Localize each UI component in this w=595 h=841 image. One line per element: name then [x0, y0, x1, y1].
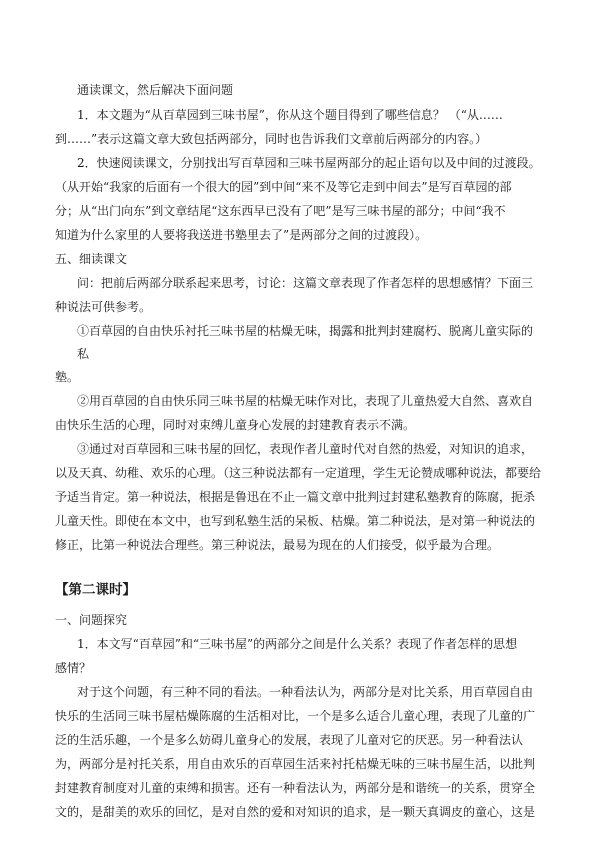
ans-line-4: 为，两部分是衬托关系，用自由欢乐的百草园生活来衬托枯燥无味的三味书屋生活，以批判 — [55, 757, 536, 771]
q2-line-2: （从开始“我家的后面有一个很大的园”到中间“来不及等它走到中间去”是写百草园的部 — [55, 180, 512, 194]
lesson-2-title: 【第二课时】 — [55, 582, 136, 598]
ask-line-2: 种说法可供参考。 — [55, 300, 152, 314]
q2-line-4: 知道为什么家里的人要将我送进书塾里去了”是两部分之间的过渡段）。 — [55, 228, 428, 242]
q2-line-1: 2．快速阅读课文，分别找出写百草园和三味书屋两部分的起止语句以及中间的过渡段。 — [77, 156, 541, 170]
view3-line-2: 以及天真、幼稚、欢乐的心理。（这三种说法都有一定道理，学生无论赞成哪种说法，都要给 — [55, 466, 542, 480]
p1-line-2: 感情？ — [55, 661, 92, 675]
ans-line-5: 封建教育制度对儿童的束缚和损害。还有一种看法认为，两部分是和谐统一的关系，贯穿全 — [55, 781, 536, 795]
view1-line-2: 私 — [77, 347, 90, 361]
q1-line-1: 1．本文题为“从百草园到三味书屋”，你从这个题目得到了哪些信息？ （“从…… — [77, 108, 503, 122]
view3-line-4: 儿童天性。即使在本文中，也写到私塾生活的呆板、枯燥。第二种说法，是对第一种说法的 — [55, 514, 536, 528]
view1-line-1: ①百草园的自由快乐衬托三味书屋的枯燥无味，揭露和批判封建腐朽、脱离儿童实际的 — [77, 324, 534, 338]
ask-line-1: 问：把前后两部分联系起来思考，讨论：这篇文章表现了作者怎样的思想感情？下面三 — [77, 276, 534, 290]
p1-line-1: 1．本文写“百草园”和“三味书屋”的两部分之间是什么关系？表现了作者怎样的思想 — [77, 637, 518, 651]
view2-line-2: 由快乐生活的心理，同时对束缚儿童身心发展的封建教育表示不满。 — [55, 418, 416, 432]
section-5-heading: 五、细读课文 — [55, 252, 128, 266]
ans-line-1: 对于这个问题，有三种不同的看法。一种看法认为，两部分是对比关系，用百草园自由 — [77, 685, 534, 699]
ans-line-6: 文的，是甜美的欢乐的回忆，是对自然的爱和对知识的追求，是一颗天真调皮的童心，这是 — [55, 805, 536, 819]
view2-line-1: ②用百草园的自由快乐同三味书屋的枯燥无味作对比，表现了儿童热爱大自然、喜欢自 — [77, 394, 534, 408]
view3-line-3: 予适当肯定。第一种说法，根据是鲁迅在不止一篇文章中批判过封建私塾教育的陈腐，扼杀 — [55, 490, 536, 504]
view3-line-1: ③通过对百草园和三味书屋的回忆，表现作者儿童时代对自然的热爱，对知识的追求， — [77, 442, 534, 456]
intro-heading: 通读课文，然后解决下面问题 — [77, 83, 234, 97]
view3-line-5: 修正，比第一种说法合理些。第三种说法，最易为现在的人们接受，似乎最为合理。 — [55, 538, 500, 552]
ans-line-3: 泛的生活乐趣，一个是多么妨碍儿童身心的发展，表现了儿童对它的厌恶。另一种看法认 — [55, 733, 524, 747]
q2-line-3: 分；从“出门向东”到文章结尾“这东西早已没有了吧”是写三味书屋的部分；中间“我不 — [55, 204, 506, 218]
ans-line-2: 快乐的生活同三味书屋枯燥陈腐的生活相对比，一个是多么适合儿童心理，表现了儿童的广 — [55, 709, 536, 723]
q1-line-2: 到……”表示这篇文章大致包括两部分，同时也告诉我们文章前后两部分的内容。） — [55, 132, 488, 146]
part1-heading: 一、问题探究 — [55, 613, 128, 627]
view1-line-3: 塾。 — [55, 370, 80, 384]
